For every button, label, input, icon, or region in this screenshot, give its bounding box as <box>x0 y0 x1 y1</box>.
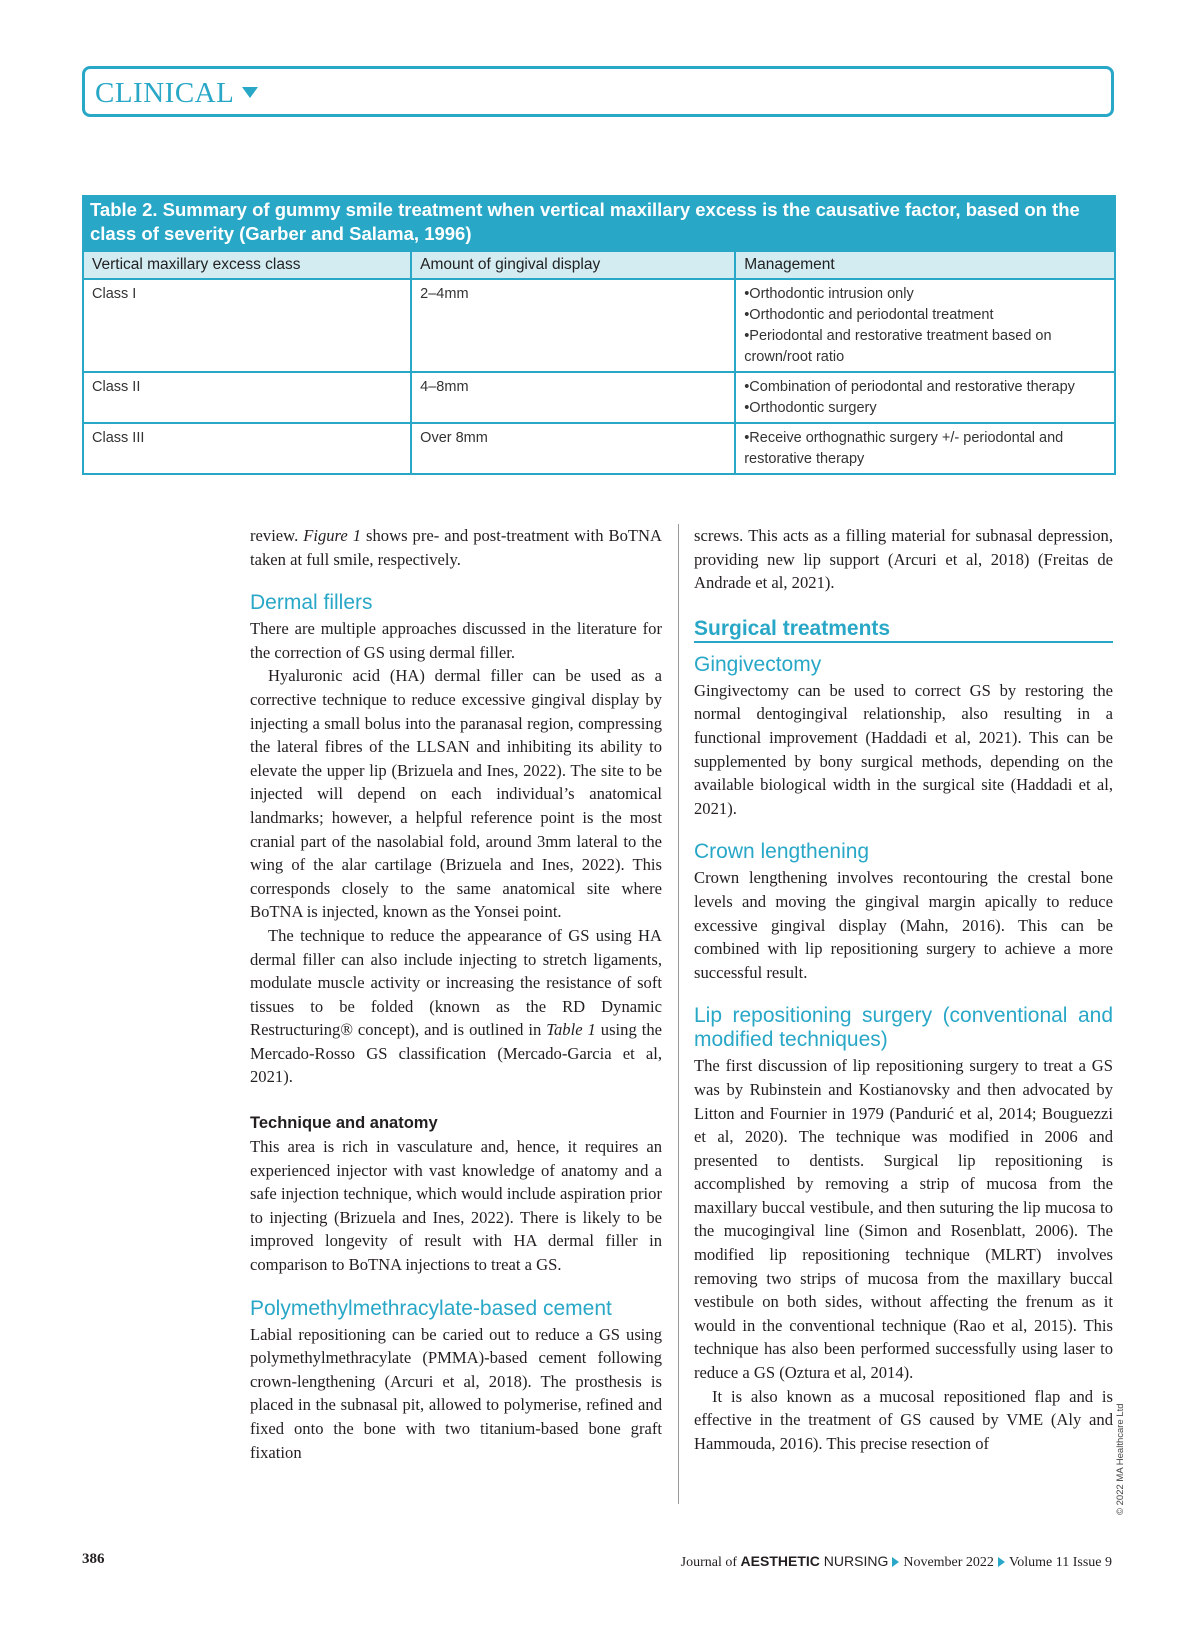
triangle-right-icon <box>892 1557 899 1567</box>
table-grid <box>82 250 1116 475</box>
volume-issue: Volume 11 Issue 9 <box>1008 1555 1112 1570</box>
column-divider <box>678 524 679 1504</box>
table-row <box>83 279 1115 372</box>
table-cell: Class II <box>83 372 411 423</box>
table-cell: 4–8mm <box>411 372 735 423</box>
table-row <box>83 423 1115 474</box>
paragraph: The first discussion of lip repositioning surgery to treat a GS was by Rubinstein and Kostianovsky and then advocated by Litton and Fournier in 1979 (Pandurić et al, 2014; Bouguezzi et al, 2020). The technique was modified in 2006 and presented to dentists. Surgical lip repositioning is accomplished by removing a strip of mucosa from the maxillary buccal vestibule, and then suturing the lip mucosa to the mucogingival line (Simon and Rosenblatt, 2006). The modified lip repositioning technique (MLRT) involves removing two strips of mucosa from the maxillary buccal vestibule on both sides, without affecting the frenum as it would in the conventional technique (Rao et al, 2015). This technique has also been performed successfully using laser to reduce a GS (Oztura et al, 2014). <box>694 1056 1113 1383</box>
table-cell: 2–4mm <box>411 279 735 372</box>
heading-lip-repositioning: Lip repositioning surgery (conventional and modified techniques) <box>694 1004 1113 1052</box>
paragraph: Gingivectomy can be used to correct GS by restoring the normal dentogingival relationship, also resulting in a functional improvement (Haddadi et al, 2021). This can be supplemented by bony surgical methods, depending on the available biological width in the surgical site (Haddadi et al, 2021). <box>694 680 1113 818</box>
paragraph: screws. This acts as a filling material for subnasal depression, providing new lip support (Arcuri et al, 2018) (Freitas de Andrade et al, 2021). <box>694 526 1113 593</box>
table-cell <box>735 279 1115 372</box>
section-label: CLINICAL <box>95 77 258 110</box>
management-item: •Orthodontic intrusion only <box>744 286 914 302</box>
table-cell: Over 8mm <box>411 423 735 474</box>
paragraph: Labial repositioning can be caried out to reduce a GS using polymethylmethracylate (PMMA)-based cement following crown-lengthening (Arcuri et al, 2018). The prosthesis is placed in the subnasal pit, allowed to polymerise, refined and fixed onto the bone with two titanium-based bone graft fixation <box>250 1324 662 1462</box>
paragraph: The technique to reduce the appearance of GS using HA dermal filler can also include injecting to stretch ligaments, modulate muscle activity or increasing the resistance of soft tissues to be folded (known as the RD Dynamic Restructuring® concept), and is outlined in Table 1 using the Mercado-Rosso GS classification (Mercado-Garcia et al, 2021). <box>250 925 662 1087</box>
left-column <box>250 524 662 1464</box>
heading-pmma-cement: Polymethylmethracylate-based cement <box>250 1296 612 1320</box>
heading-crown-lengthening: Crown lengthening <box>694 840 870 864</box>
paragraph: This area is rich in vasculature and, hence, it requires an experienced injector with vast knowledge of anatomy and a safe injection technique, which would include aspiration prior to injecting (Brizuela and Ines, 2022). There is likely to be improved longevity of result with HA dermal filler in comparison to BoTNA injections to treat a GS. <box>250 1137 662 1275</box>
paragraph: There are multiple approaches discussed in the literature for the correction of GS using dermal filler. <box>250 619 662 662</box>
right-column <box>694 524 1113 1455</box>
column-header: Vertical maxillary excess class <box>83 251 411 279</box>
table-cell: Class I <box>83 279 411 372</box>
paragraph: It is also known as a mucosal repositioned flap and is effective in the treatment of GS caused by VME (Aly and Hammouda, 2016). This precise resection of <box>694 1386 1113 1453</box>
management-item: •Orthodontic and periodontal treatment <box>744 307 994 323</box>
management-item: •Combination of periodontal and restorative therapy <box>744 379 1075 395</box>
table-cell: Class III <box>83 423 411 474</box>
table-cell <box>735 423 1115 474</box>
column-header: Management <box>735 251 1115 279</box>
figure-reference: Figure 1 <box>303 526 362 545</box>
management-item: •Periodontal and restorative treatment based on crown/root ratio <box>744 328 1052 365</box>
triangle-right-icon <box>998 1557 1005 1567</box>
page-number: 386 <box>82 1551 105 1567</box>
section-header <box>82 66 1114 117</box>
paragraph: Crown lengthening involves recontouring the crestal bone levels and moving the gingival margin apically to reduce excessive gingival display (Mahn, 2016). This can be combined with lip repositioning surgery to achieve a more successful result. <box>694 868 1113 982</box>
heading-gingivectomy: Gingivectomy <box>694 652 822 676</box>
column-header: Amount of gingival display <box>411 251 735 279</box>
heading-technique-anatomy: Technique and anatomy <box>250 1114 438 1133</box>
triangle-down-icon <box>242 87 258 98</box>
copyright-notice: © 2022 MA Healthcare Ltd <box>1115 1403 1126 1515</box>
table-header-row <box>83 251 1115 279</box>
table-cell <box>735 372 1115 423</box>
summary-table <box>82 195 1116 475</box>
management-item: •Orthodontic surgery <box>744 400 877 416</box>
heading-surgical-treatments: Surgical treatments <box>694 617 1113 643</box>
management-item: •Receive orthognathic surgery +/- periodontal and restorative therapy <box>744 430 1064 467</box>
issue-date: November 2022 <box>903 1555 994 1570</box>
table-reference: Table 1 <box>546 1020 596 1040</box>
paragraph: Hyaluronic acid (HA) dermal filler can be used as a corrective technique to reduce excessive gingival display by injecting a small bolus into the paranasal region, compressing the lateral fibres of the LLSAN and inhibiting its ability to elevate the upper lip (Brizuela and Ines, 2022). The site to be injected will depend on each individual’s anatomical landmarks; however, a helpful reference point is the most cranial part of the nasolabial fold, around 3mm lateral to the wing of the alar cartilage (Brizuela and Ines, 2022). This corresponds closely to the same anatomical site where BoTNA is injected, known as the Yonsei point. <box>250 666 662 922</box>
table-row <box>83 372 1115 423</box>
paragraph: review. Figure 1 shows pre- and post-treatment with BoTNA taken at full smile, respectively. <box>250 526 662 569</box>
table-caption: Table 2. Summary of gummy smile treatment when vertical maxillary excess is the causative factor, based on the class of severity (Garber and Salama, 1996) <box>82 195 1116 250</box>
heading-dermal-fillers: Dermal fillers <box>250 591 373 615</box>
journal-footer: Journal of AESTHETIC NURSING November 2022 Volume 11 Issue 9 <box>680 1553 1112 1570</box>
